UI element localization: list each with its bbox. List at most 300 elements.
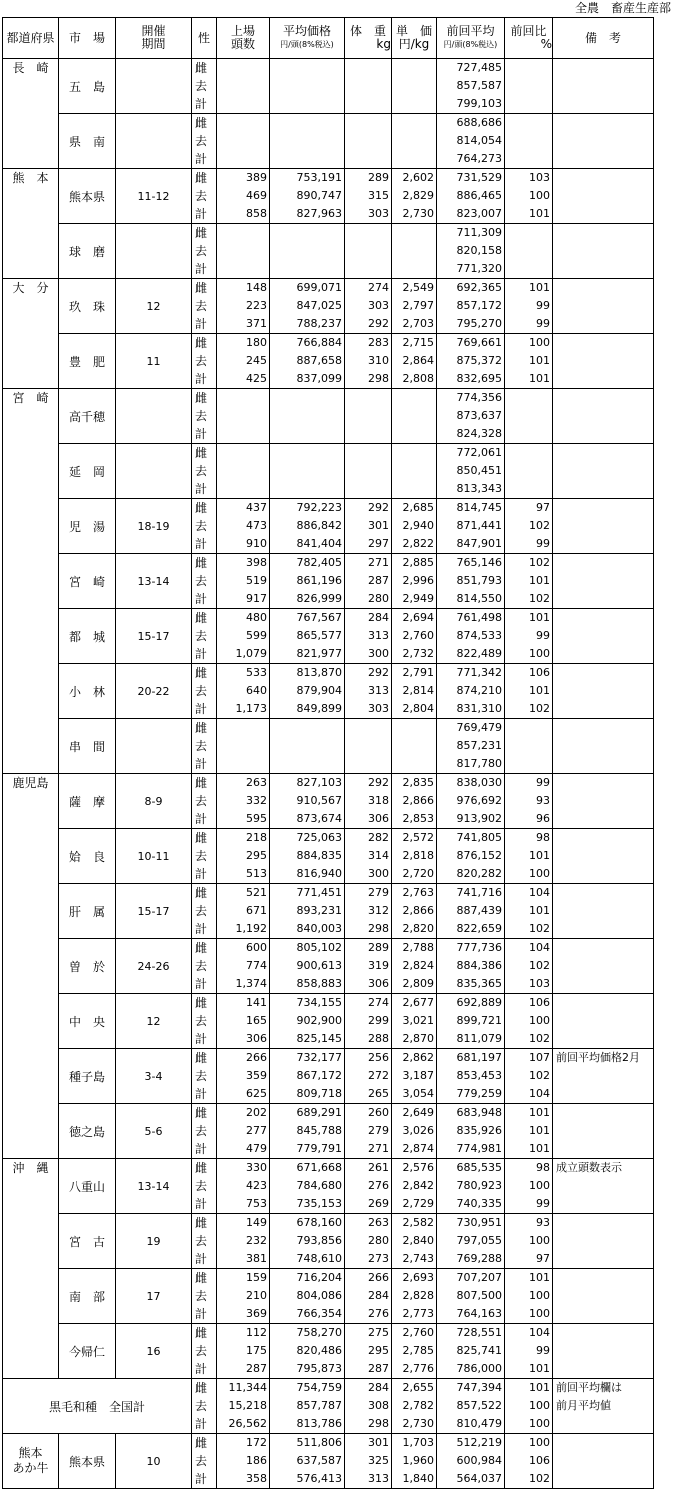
header-period: 開催 期間: [116, 18, 192, 59]
head-count-cell: [217, 939, 270, 994]
cell-line: 256: [368, 1051, 389, 1064]
cell-line: [345, 755, 391, 773]
cell-line: 202: [246, 1106, 267, 1119]
cell-line: 774,981: [456, 1142, 502, 1155]
cell-line: 210: [246, 1289, 267, 1302]
cell-line: [553, 1195, 653, 1213]
cell-line: 769,288: [456, 1252, 502, 1265]
cell-line: 計: [195, 1197, 208, 1211]
cell-line: 358: [246, 1472, 267, 1485]
cell-line: [345, 462, 391, 480]
cell-line: [553, 829, 653, 847]
cell-line: [553, 975, 653, 993]
prev-avg-cell: [437, 1049, 505, 1104]
cell-line: 去: [195, 299, 208, 313]
cell-line: 792,223: [296, 501, 342, 514]
header-row: [3, 18, 654, 59]
cell-line: 2,940: [402, 519, 434, 532]
cell-line: 1,840: [402, 1472, 434, 1485]
prev-avg-cell: [437, 1214, 505, 1269]
cell-line: [505, 737, 552, 755]
prev-avg-cell: [437, 774, 505, 829]
cell-line: 976,692: [456, 794, 502, 807]
period-cell: [116, 114, 192, 169]
cell-line: 857,172: [456, 299, 502, 312]
market-name-cell: 高千穂: [59, 389, 116, 444]
head-count-cell: [217, 1379, 270, 1434]
market-row: [3, 719, 654, 774]
cell-line: [553, 187, 653, 205]
cell-line: 826,999: [296, 592, 342, 605]
cell-line: 310: [368, 354, 389, 367]
cell-line: 359: [246, 1069, 267, 1082]
cell-line: 雌: [195, 336, 208, 350]
cell-line: [270, 260, 344, 278]
cell-line: 857,587: [456, 79, 502, 92]
ratio-cell: [505, 169, 553, 224]
cell-line: 112: [246, 1326, 267, 1339]
cell-line: 雌: [195, 1106, 208, 1120]
avg-price-cell: [270, 59, 345, 114]
cell-line: 101: [529, 611, 550, 624]
avg-price-cell: [270, 444, 345, 499]
cell-line: 876,152: [456, 849, 502, 862]
weight-cell: [345, 114, 392, 169]
market-name-cell: 徳之島: [59, 1104, 116, 1159]
cell-line: [553, 480, 653, 498]
cell-line: [553, 1470, 653, 1488]
weight-cell: [345, 444, 392, 499]
cell-line: [553, 297, 653, 315]
cell-line: 271: [368, 556, 389, 569]
cell-line: 去: [195, 79, 208, 93]
cell-line: [392, 462, 436, 480]
cell-line: 2,763: [402, 886, 434, 899]
sex-cell: [192, 609, 217, 664]
cell-line: 計: [195, 427, 208, 441]
header-head-count: 上場 頭数: [217, 18, 270, 59]
cell-line: 計: [195, 647, 208, 661]
unit-price-cell: [392, 1049, 437, 1104]
head-count-cell: [217, 334, 270, 389]
cell-line: 875,372: [456, 354, 502, 367]
cell-line: 874,533: [456, 629, 502, 642]
cell-line: [505, 150, 552, 168]
prev-avg-cell: [437, 334, 505, 389]
cell-line: [217, 444, 269, 462]
period-cell: 10: [116, 1434, 192, 1489]
cell-line: 2,835: [402, 776, 434, 789]
cell-line: [217, 150, 269, 168]
cell-line: [553, 242, 653, 260]
cell-line: 180: [246, 336, 267, 349]
cell-line: 473: [246, 519, 267, 532]
cell-line: 去: [195, 519, 208, 533]
cell-line: [392, 114, 436, 132]
cell-line: [217, 59, 269, 77]
remarks-cell: [553, 939, 654, 994]
cell-line: 2,685: [402, 501, 434, 514]
cell-line: 779,259: [456, 1087, 502, 1100]
cell-line: 雌: [195, 446, 208, 460]
remarks-cell: [553, 169, 654, 224]
cell-line: [553, 425, 653, 443]
cell-line: 300: [368, 867, 389, 880]
avg-price-cell: [270, 994, 345, 1049]
cell-line: 計: [195, 757, 208, 771]
header-ratio: 前回比 %: [505, 18, 553, 59]
cell-line: 857,522: [456, 1399, 502, 1412]
cell-line: 533: [246, 666, 267, 679]
head-count-cell: [217, 774, 270, 829]
cell-line: [392, 95, 436, 113]
market-row: [3, 609, 654, 664]
unit-price-cell: [392, 554, 437, 609]
cell-line: 811,079: [456, 1032, 502, 1045]
cell-line: 678,160: [296, 1216, 342, 1229]
cell-line: 640: [246, 684, 267, 697]
cell-line: 2,576: [402, 1161, 434, 1174]
period-cell: 10-11: [116, 829, 192, 884]
cell-line: 600: [246, 941, 267, 954]
cell-line: 728,551: [456, 1326, 502, 1339]
cell-line: 300: [368, 647, 389, 660]
unit-price-cell: [392, 114, 437, 169]
cell-line: 313: [368, 1472, 389, 1485]
unit-price-cell: [392, 1214, 437, 1269]
prev-avg-cell: [437, 829, 505, 884]
head-count-cell: [217, 1434, 270, 1489]
cell-line: [217, 132, 269, 150]
cell-line: 雌: [195, 721, 208, 735]
cell-line: 2,743: [402, 1252, 434, 1265]
cell-line: 857,231: [456, 739, 502, 752]
cell-line: [553, 719, 653, 737]
cell-line: [217, 462, 269, 480]
cell-line: [553, 260, 653, 278]
cell-line: [345, 242, 391, 260]
cell-line: 3,187: [402, 1069, 434, 1082]
market-name-cell: 球 磨: [59, 224, 116, 279]
cell-line: 879,904: [296, 684, 342, 697]
unit-price-cell: [392, 1324, 437, 1379]
cell-line: 835,365: [456, 977, 502, 990]
cell-line: 100: [529, 867, 550, 880]
cell-line: 867,172: [296, 1069, 342, 1082]
cell-line: 去: [195, 904, 208, 918]
cell-line: 319: [368, 959, 389, 972]
remarks-cell: [553, 334, 654, 389]
unit-price-cell: [392, 994, 437, 1049]
period-cell: [116, 719, 192, 774]
cell-line: 513: [246, 867, 267, 880]
cell-line: 計: [195, 702, 208, 716]
weight-cell: [345, 389, 392, 444]
weight-cell: [345, 664, 392, 719]
cell-line: 去: [195, 629, 208, 643]
cell-line: 2,549: [402, 281, 434, 294]
cell-line: 271: [368, 1142, 389, 1155]
remarks-cell: [553, 664, 654, 719]
cell-line: 計: [195, 977, 208, 991]
ratio-cell: [505, 224, 553, 279]
cell-line: 840,003: [296, 922, 342, 935]
cell-line: 2,866: [402, 794, 434, 807]
cell-line: 計: [195, 207, 208, 221]
cell-line: 100: [529, 1417, 550, 1430]
remarks-cell: [553, 389, 654, 444]
cell-line: [553, 407, 653, 425]
cell-line: [345, 389, 391, 407]
sex-cell: [192, 1159, 217, 1214]
cell-line: 799,103: [456, 97, 502, 110]
unit-price-cell: [392, 389, 437, 444]
cell-line: 814,054: [456, 134, 502, 147]
cell-line: 716,204: [296, 1271, 342, 1284]
cell-line: 298: [368, 1417, 389, 1430]
cell-line: 106: [529, 1454, 550, 1467]
cell-line: 前回平均欄は: [556, 1381, 622, 1394]
remarks-cell: [553, 554, 654, 609]
cell-line: 2,885: [402, 556, 434, 569]
cell-line: 851,793: [456, 574, 502, 587]
cell-line: 雌: [195, 1271, 208, 1285]
cell-line: [217, 480, 269, 498]
cell-line: 292: [368, 666, 389, 679]
cell-line: 101: [529, 1362, 550, 1375]
cell-line: 149: [246, 1216, 267, 1229]
cell-line: 711,309: [456, 226, 502, 239]
cell-line: 計: [195, 482, 208, 496]
cell-line: [553, 865, 653, 883]
cell-line: [345, 59, 391, 77]
sex-cell: [192, 59, 217, 114]
sex-cell: [192, 279, 217, 334]
cell-line: 297: [368, 537, 389, 550]
remarks-cell: [553, 444, 654, 499]
cell-line: 99: [536, 299, 550, 312]
cell-line: [553, 700, 653, 718]
cell-line: 去: [195, 1399, 208, 1413]
cell-line: [553, 884, 653, 902]
cell-line: [505, 389, 552, 407]
period-cell: 3-4: [116, 1049, 192, 1104]
cell-line: 764,163: [456, 1307, 502, 1320]
cell-line: 325: [368, 1454, 389, 1467]
sex-cell: [192, 499, 217, 554]
prev-avg-cell: [437, 1379, 505, 1434]
market-name-cell: 今帰仁: [59, 1324, 116, 1379]
report-header: [0, 0, 675, 16]
cell-line: 計: [195, 152, 208, 166]
cell-line: 93: [536, 1216, 550, 1229]
cell-line: 303: [368, 207, 389, 220]
weight-cell: [345, 279, 392, 334]
cell-line: 308: [368, 1399, 389, 1412]
market-row: [3, 59, 654, 114]
cell-line: [505, 59, 552, 77]
cell-line: 280: [368, 592, 389, 605]
period-cell: [116, 444, 192, 499]
cell-line: 186: [246, 1454, 267, 1467]
cell-line: 去: [195, 1234, 208, 1248]
cell-line: 279: [368, 1124, 389, 1137]
avg-price-cell: [270, 389, 345, 444]
cell-line: 雌: [195, 391, 208, 405]
cell-line: 900,613: [296, 959, 342, 972]
market-row: [3, 224, 654, 279]
unit-price-cell: [392, 829, 437, 884]
cell-line: 780,923: [456, 1179, 502, 1192]
cell-line: 845,788: [296, 1124, 342, 1137]
market-row: [3, 884, 654, 939]
cell-line: 761,498: [456, 611, 502, 624]
cell-line: [553, 499, 653, 517]
cell-line: 917: [246, 592, 267, 605]
cell-line: 741,716: [456, 886, 502, 899]
cell-line: 雌: [195, 556, 208, 570]
head-count-cell: [217, 664, 270, 719]
cell-line: [553, 1104, 653, 1122]
cell-line: 2,797: [402, 299, 434, 312]
ratio-cell: [505, 1324, 553, 1379]
cell-line: [505, 132, 552, 150]
market-name-cell: 姶 良: [59, 829, 116, 884]
cell-line: 280: [368, 1234, 389, 1247]
cell-line: [345, 407, 391, 425]
remarks-cell: [553, 224, 654, 279]
cell-line: 274: [368, 996, 389, 1009]
cell-line: [553, 462, 653, 480]
market-name-cell: 曽 於: [59, 939, 116, 994]
market-row: [3, 1324, 654, 1379]
period-cell: 17: [116, 1269, 192, 1324]
cell-line: 301: [368, 519, 389, 532]
cell-line: 772,061: [456, 446, 502, 459]
weight-cell: [345, 719, 392, 774]
cell-line: 292: [368, 317, 389, 330]
cell-line: 805,102: [296, 941, 342, 954]
cell-line: 計: [195, 1087, 208, 1101]
cell-line: 100: [529, 1014, 550, 1027]
cell-line: 850,451: [456, 464, 502, 477]
remarks-cell: [553, 59, 654, 114]
cell-line: [553, 132, 653, 150]
prev-avg-cell: [437, 444, 505, 499]
unit-price-cell: [392, 224, 437, 279]
ratio-cell: [505, 1049, 553, 1104]
head-count-cell: [217, 1049, 270, 1104]
remarks-cell: [553, 994, 654, 1049]
cell-line: 284: [368, 1381, 389, 1394]
cell-line: [553, 77, 653, 95]
prev-avg-cell: [437, 499, 505, 554]
cell-line: 雌: [195, 1326, 208, 1340]
cell-line: [553, 1250, 653, 1268]
cell-line: 314: [368, 849, 389, 862]
unit-price-cell: [392, 609, 437, 664]
cell-line: 2,730: [402, 207, 434, 220]
cell-line: 313: [368, 684, 389, 697]
cell-line: 1,173: [235, 702, 267, 715]
cell-line: [553, 902, 653, 920]
cell-line: 2,782: [402, 1399, 434, 1412]
cell-line: 266: [368, 1271, 389, 1284]
cell-line: [270, 480, 344, 498]
cell-line: 825,741: [456, 1344, 502, 1357]
cell-line: 771,342: [456, 666, 502, 679]
remarks-cell: [553, 1324, 654, 1379]
cell-line: 141: [246, 996, 267, 1009]
cell-line: [270, 737, 344, 755]
cell-line: 741,805: [456, 831, 502, 844]
cell-line: 681,197: [456, 1051, 502, 1064]
remarks-cell: [553, 1379, 654, 1434]
cell-line: 101: [529, 684, 550, 697]
cell-line: [553, 535, 653, 553]
cell-line: 100: [529, 1436, 550, 1449]
header-prev-avg: 前回平均 円/頭(8%税込): [437, 18, 505, 59]
ratio-cell: [505, 444, 553, 499]
cell-line: 576,413: [296, 1472, 342, 1485]
market-row: [3, 1269, 654, 1324]
cell-line: 303: [368, 299, 389, 312]
prev-avg-cell: [437, 664, 505, 719]
sex-cell: [192, 1434, 217, 1489]
unit-price-cell: [392, 1269, 437, 1324]
cell-line: 822,659: [456, 922, 502, 935]
cell-line: 765,146: [456, 556, 502, 569]
cell-line: 100: [529, 647, 550, 660]
head-count-cell: [217, 59, 270, 114]
cell-line: 雌: [195, 1216, 208, 1230]
cell-line: 1,192: [235, 922, 267, 935]
ratio-cell: [505, 1379, 553, 1434]
avg-price-cell: [270, 774, 345, 829]
cell-line: 96: [536, 812, 550, 825]
cell-line: 292: [368, 776, 389, 789]
unit-price-cell: [392, 444, 437, 499]
cell-line: [270, 132, 344, 150]
prev-avg-cell: [437, 554, 505, 609]
cell-line: 725,063: [296, 831, 342, 844]
cell-line: 884,835: [296, 849, 342, 862]
unit-price-cell: [392, 279, 437, 334]
cell-line: 104: [529, 886, 550, 899]
unit-price-cell: [392, 59, 437, 114]
cell-line: 100: [529, 1307, 550, 1320]
cell-line: 101: [529, 574, 550, 587]
cell-line: 871,441: [456, 519, 502, 532]
cell-line: [217, 389, 269, 407]
prev-avg-cell: [437, 59, 505, 114]
cell-line: 前回平均価格2月: [556, 1051, 640, 1064]
sex-cell: [192, 554, 217, 609]
sex-cell: [192, 939, 217, 994]
cell-line: 795,270: [456, 317, 502, 330]
cell-line: [270, 719, 344, 737]
cell-line: [345, 77, 391, 95]
cell-line: [553, 279, 653, 297]
cell-line: [217, 425, 269, 443]
prev-avg-cell: [437, 224, 505, 279]
cell-line: 2,840: [402, 1234, 434, 1247]
prev-avg-cell: [437, 1269, 505, 1324]
national-total-row: [3, 1379, 654, 1434]
weight-cell: [345, 994, 392, 1049]
cell-line: 899,721: [456, 1014, 502, 1027]
cell-line: 777,736: [456, 941, 502, 954]
